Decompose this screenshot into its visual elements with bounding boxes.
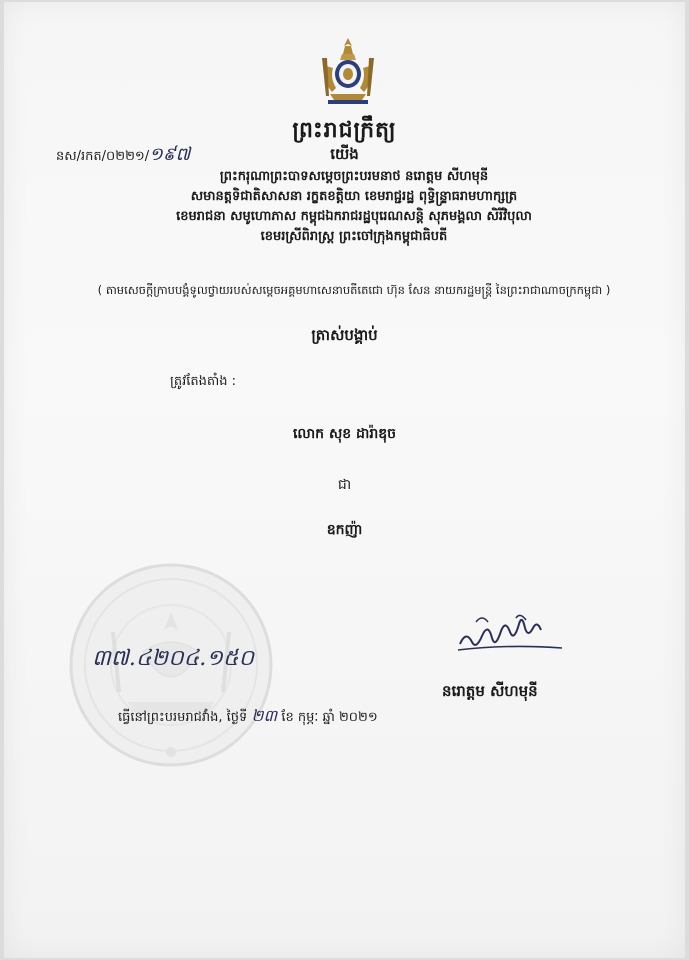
- signer-name: នរោត្តម សីហមុនី: [442, 682, 538, 700]
- decree-paper: [4, 2, 685, 958]
- as-word: ជា: [337, 477, 352, 493]
- royal-title-line: ខេមរស្រីពិរាស្ត្រ ព្រះចៅក្រុងកម្ពុជាធិបតី: [260, 229, 448, 244]
- royal-title-line: ព្រះករុណាព្រះបាទសម្តេចព្រះបរមនាថ នរោត្តម សីហមុនី: [219, 169, 489, 184]
- registration-number: ៣៧.៤២០៤.១៥០: [92, 646, 255, 671]
- date-month-year: ខែ កុម្ភៈ ឆ្នាំ ២០២១: [281, 710, 378, 725]
- reference-prefix: នស/រកត/០២២១/: [56, 149, 150, 164]
- royal-title-block: [124, 167, 584, 247]
- appointed-position: ឧកញ៉ា: [326, 522, 363, 538]
- proposal-line: ( តាមសេចក្តីក្រាបបង្គំទូលថ្វាយរបស់សម្តេចអគ្គមហាសេនាបតីតេជោ ហ៊ុន សែន នាយករដ្ឋមន្ត្រី នៃព្រះរាជាណាចក្រកម្ពុជា ): [97, 283, 611, 297]
- handwritten-signature: [456, 610, 566, 656]
- decrees-heading: ត្រាស់បង្គាប់: [311, 326, 378, 344]
- royal-title-line: ខេមរាជនា សមូហោភាស កម្ពុជឯករាជរដ្ឋបុរេណសន្តិ សុភមង្គលា សិរីវិបុលា: [176, 209, 532, 224]
- royal-coat-of-arms-icon: [316, 36, 380, 108]
- decree-title: ព្រះរាជក្រឹត្យ: [292, 118, 397, 143]
- appointee-name: លោក សុខ ដារ៉ាឌុច: [292, 426, 397, 442]
- royal-title-line: សមានត្តទិជាតិសាសនា រក្ខតខត្តិយា ខេមរាជ្ជរដ្ឋ ពុទ្ធិន្ទ្រាធរាមហាក្សត្រ: [190, 189, 518, 204]
- appoint-label: ត្រូវតែងតាំង :: [170, 374, 237, 389]
- we-heading: យើង: [330, 145, 359, 163]
- reference-handwritten-number: ១៩៧: [149, 144, 191, 165]
- date-day: ២៣: [251, 706, 278, 725]
- date-prefix: ធ្វើនៅព្រះបរមរាជវាំង, ថ្ងៃទី: [118, 710, 248, 725]
- date-line: [118, 705, 378, 729]
